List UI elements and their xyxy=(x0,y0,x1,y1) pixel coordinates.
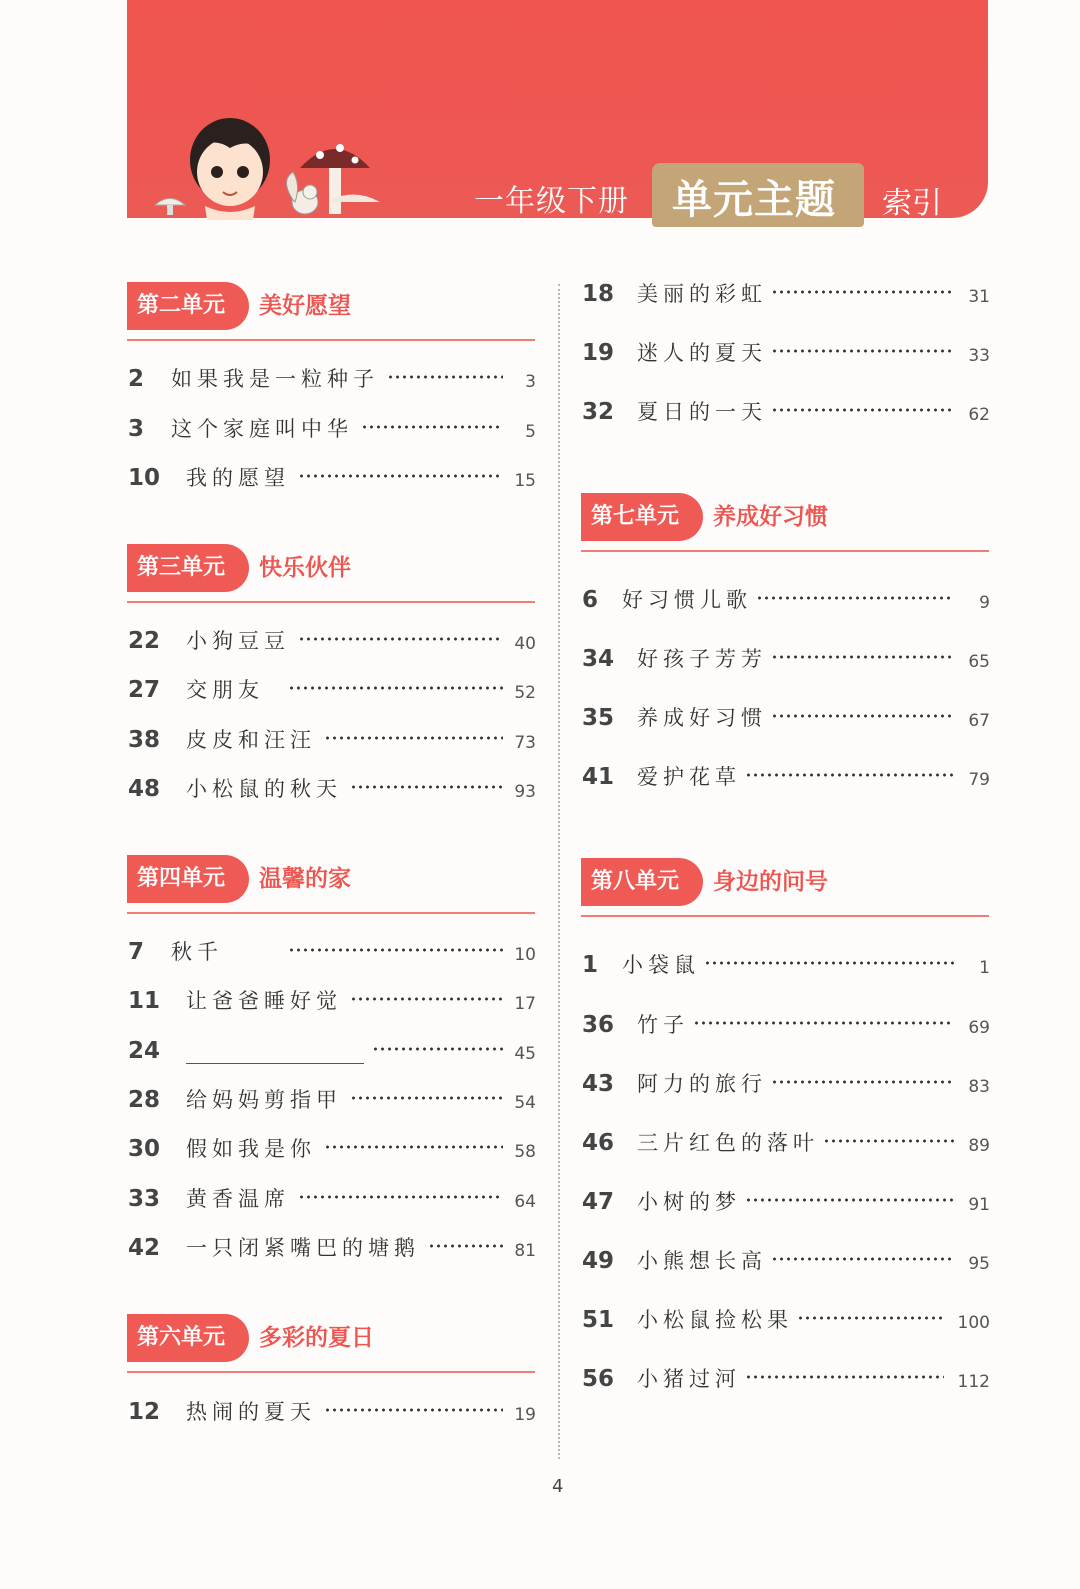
page-ref: 15 xyxy=(514,471,536,491)
leader-dots xyxy=(771,1256,954,1262)
lesson-row[interactable] xyxy=(582,1364,990,1394)
lesson-number: 46 xyxy=(582,1130,615,1156)
page-ref: 54 xyxy=(514,1093,536,1113)
lesson-row[interactable] xyxy=(128,675,536,705)
page-ref: 67 xyxy=(968,711,990,731)
lesson-row[interactable] xyxy=(582,1187,990,1217)
page-ref: 45 xyxy=(514,1044,536,1064)
lesson-number: 36 xyxy=(582,1012,615,1038)
lesson-row[interactable] xyxy=(582,585,990,615)
lesson-number: 30 xyxy=(128,1136,161,1162)
page-ref: 64 xyxy=(514,1192,536,1212)
leader-dots xyxy=(350,784,503,790)
lesson-title: 小狗豆豆 xyxy=(186,629,290,653)
page-ref: 10 xyxy=(514,945,536,965)
leader-dots xyxy=(387,374,503,380)
unit-theme: 身边的问号 xyxy=(713,869,828,895)
unit-theme: 温馨的家 xyxy=(259,866,351,892)
leader-dots xyxy=(324,1144,503,1150)
lesson-number: 22 xyxy=(128,628,161,654)
lesson-row[interactable] xyxy=(582,644,990,674)
page-ref: 5 xyxy=(525,422,536,442)
lesson-number: 7 xyxy=(128,939,145,965)
unit-underline xyxy=(127,1371,535,1373)
leader-dots xyxy=(745,1197,954,1203)
leader-dots xyxy=(745,1374,944,1380)
lesson-title: 三片红色的落叶 xyxy=(637,1131,819,1155)
lesson-title: 竹子 xyxy=(637,1013,689,1037)
lesson-number: 24 xyxy=(128,1038,161,1064)
leader-dots xyxy=(350,996,503,1002)
page-ref: 93 xyxy=(514,782,536,802)
lesson-number: 56 xyxy=(582,1366,615,1392)
unit-underline xyxy=(581,550,989,552)
page-ref: 89 xyxy=(968,1136,990,1156)
lesson-title: 给妈妈剪指甲 xyxy=(186,1088,342,1112)
unit-head xyxy=(581,493,991,541)
page-ref: 9 xyxy=(979,593,990,613)
unit-head xyxy=(127,282,537,330)
lesson-number: 6 xyxy=(582,587,599,613)
lesson-number: 48 xyxy=(128,776,161,802)
unit-label-badge: 第四单元 xyxy=(127,855,249,903)
lesson-number: 10 xyxy=(128,465,161,491)
leader-dots xyxy=(771,348,954,354)
leader-dots xyxy=(324,735,503,741)
page-ref: 52 xyxy=(514,683,536,703)
page-ref: 40 xyxy=(514,634,536,654)
lesson-title: 阿力的旅行 xyxy=(637,1072,767,1096)
lesson-number: 41 xyxy=(582,764,615,790)
unit-header xyxy=(127,544,537,604)
lesson-number: 47 xyxy=(582,1189,615,1215)
page-ref: 65 xyxy=(968,652,990,672)
lesson-number: 42 xyxy=(128,1235,161,1261)
leader-dots xyxy=(771,289,954,295)
unit-header xyxy=(127,855,537,915)
grade-label: 一年级下册 xyxy=(474,184,629,219)
lesson-title: 秋千 xyxy=(171,940,223,964)
lesson-number: 2 xyxy=(128,366,145,392)
lesson-title: 小猪过河 xyxy=(637,1367,741,1391)
lesson-title: 好习惯儿歌 xyxy=(622,588,752,612)
lesson-row[interactable] xyxy=(128,1184,536,1214)
lesson-title: 好孩子芳芳 xyxy=(637,647,767,671)
page-title: 单元主题 xyxy=(672,177,836,223)
lesson-title: 夏日的一天 xyxy=(637,400,767,424)
lesson-row[interactable] xyxy=(128,626,536,656)
lesson-row[interactable] xyxy=(582,1246,990,1276)
lesson-row[interactable] xyxy=(128,364,536,394)
unit-theme: 养成好习惯 xyxy=(713,504,828,530)
unit-label-badge: 第八单元 xyxy=(581,858,703,906)
lesson-row[interactable] xyxy=(582,1305,990,1335)
unit-theme: 多彩的夏日 xyxy=(259,1325,374,1351)
page-ref: 3 xyxy=(525,372,536,392)
lesson-number: 28 xyxy=(128,1087,161,1113)
lesson-number: 1 xyxy=(582,952,599,978)
lesson-title: 迷人的夏天 xyxy=(637,341,767,365)
page-ref: 83 xyxy=(968,1077,990,1097)
leader-dots xyxy=(756,595,954,601)
blank-title-line xyxy=(186,1063,364,1064)
boy-illustration-icon xyxy=(190,118,270,220)
page-ref: 69 xyxy=(968,1018,990,1038)
lesson-title: 养成好习惯 xyxy=(637,706,767,730)
page-ref: 62 xyxy=(968,405,990,425)
lesson-row[interactable] xyxy=(582,1069,990,1099)
lesson-title: 皮皮和汪汪 xyxy=(186,728,316,752)
page-ref: 31 xyxy=(968,287,990,307)
leader-dots xyxy=(298,636,503,642)
lesson-row[interactable] xyxy=(128,1085,536,1115)
lesson-row[interactable] xyxy=(582,279,990,309)
page-ref: 73 xyxy=(514,733,536,753)
leader-dots xyxy=(361,424,503,430)
lesson-title: 这个家庭叫中华 xyxy=(171,417,353,441)
leader-dots xyxy=(771,1079,954,1085)
leader-dots xyxy=(771,713,954,719)
unit-theme: 快乐伙伴 xyxy=(259,555,351,581)
unit-header xyxy=(127,1314,537,1374)
leader-dots xyxy=(745,772,954,778)
leader-dots xyxy=(704,960,954,966)
unit-head xyxy=(127,1314,537,1362)
unit-head xyxy=(127,544,537,592)
lesson-row[interactable] xyxy=(128,725,536,755)
lesson-title: 小树的梦 xyxy=(637,1190,741,1214)
leader-dots xyxy=(324,1407,503,1413)
unit-label-badge: 第二单元 xyxy=(127,282,249,330)
leader-dots xyxy=(288,685,503,691)
lesson-number: 18 xyxy=(582,281,615,307)
lesson-title: 假如我是你 xyxy=(186,1137,316,1161)
unit-head xyxy=(127,855,537,903)
leader-dots xyxy=(823,1138,954,1144)
lesson-number: 33 xyxy=(128,1186,161,1212)
lesson-title: 热闹的夏天 xyxy=(186,1400,316,1424)
page-ref: 79 xyxy=(968,770,990,790)
leader-dots xyxy=(428,1243,503,1249)
leader-dots xyxy=(797,1315,944,1321)
boy-mushroom-squirrel-illustration-icon xyxy=(135,110,395,220)
page-ref: 33 xyxy=(968,346,990,366)
lesson-title: 爱护花草 xyxy=(637,765,741,789)
lesson-title: 一只闭紧嘴巴的塘鹅 xyxy=(186,1236,420,1260)
page-ref: 100 xyxy=(957,1313,990,1333)
lesson-number: 38 xyxy=(128,727,161,753)
unit-head xyxy=(581,858,991,906)
leader-dots xyxy=(298,1194,503,1200)
lesson-row[interactable] xyxy=(128,1134,536,1164)
unit-underline xyxy=(127,912,535,914)
lesson-title: 我的愿望 xyxy=(186,466,290,490)
lesson-number: 35 xyxy=(582,705,615,731)
lesson-number: 12 xyxy=(128,1399,161,1425)
leader-dots xyxy=(298,473,503,479)
unit-header xyxy=(127,282,537,342)
lesson-row[interactable] xyxy=(128,1036,536,1066)
lesson-title: 小袋鼠 xyxy=(622,953,700,977)
lesson-row[interactable] xyxy=(128,1233,536,1263)
lesson-title: 小松鼠捡松果 xyxy=(637,1308,793,1332)
lesson-row[interactable] xyxy=(128,986,536,1016)
lesson-title: 如果我是一粒种子 xyxy=(171,367,379,391)
leader-dots xyxy=(693,1020,954,1026)
lesson-row[interactable] xyxy=(128,414,536,444)
lesson-number: 49 xyxy=(582,1248,615,1274)
lesson-row[interactable] xyxy=(128,1397,536,1427)
lesson-title: 让爸爸睡好觉 xyxy=(186,989,342,1013)
squirrel-icon xyxy=(287,172,319,214)
page-ref: 58 xyxy=(514,1142,536,1162)
lesson-title: 黄香温席 xyxy=(186,1187,290,1211)
lesson-number: 3 xyxy=(128,416,145,442)
leader-dots xyxy=(771,407,954,413)
unit-label-badge: 第三单元 xyxy=(127,544,249,592)
leader-dots xyxy=(771,654,954,660)
page-ref: 112 xyxy=(957,1372,990,1392)
lesson-title: 小松鼠的秋天 xyxy=(186,777,342,801)
unit-header xyxy=(581,493,991,553)
lesson-number: 34 xyxy=(582,646,615,672)
unit-underline xyxy=(127,601,535,603)
page-ref: 95 xyxy=(968,1254,990,1274)
lesson-row[interactable] xyxy=(582,762,990,792)
unit-theme: 美好愿望 xyxy=(259,293,351,319)
unit-label-badge: 第七单元 xyxy=(581,493,703,541)
unit-header xyxy=(581,858,991,918)
lesson-number: 43 xyxy=(582,1071,615,1097)
lesson-title: 交朋友 xyxy=(186,678,264,702)
lesson-title: 小熊想长高 xyxy=(637,1249,767,1273)
lesson-number: 51 xyxy=(582,1307,615,1333)
lesson-row[interactable] xyxy=(582,1128,990,1158)
column-divider xyxy=(558,284,560,1459)
page-ref: 17 xyxy=(514,994,536,1014)
lesson-row[interactable] xyxy=(582,338,990,368)
unit-underline xyxy=(581,915,989,917)
page-ref: 91 xyxy=(968,1195,990,1215)
leader-dots xyxy=(350,1095,503,1101)
lesson-row[interactable] xyxy=(582,703,990,733)
unit-underline xyxy=(127,339,535,341)
unit-label-badge: 第六单元 xyxy=(127,1314,249,1362)
leader-dots xyxy=(288,947,503,953)
lesson-row[interactable] xyxy=(582,1010,990,1040)
lesson-number: 11 xyxy=(128,988,161,1014)
index-label: 索引 xyxy=(882,186,942,221)
page-ref: 19 xyxy=(514,1405,536,1425)
lesson-row[interactable] xyxy=(128,937,536,967)
page-ref: 1 xyxy=(979,958,990,978)
leader-dots xyxy=(372,1046,503,1052)
lesson-number: 19 xyxy=(582,340,615,366)
lesson-number: 27 xyxy=(128,677,161,703)
lesson-row[interactable] xyxy=(128,463,536,493)
lesson-row[interactable] xyxy=(128,774,536,804)
lesson-number: 32 xyxy=(582,399,615,425)
lesson-row[interactable] xyxy=(582,950,990,980)
page-ref: 81 xyxy=(514,1241,536,1261)
lesson-row[interactable] xyxy=(582,397,990,427)
page-number: 4 xyxy=(552,1476,564,1497)
lesson-title: 美丽的彩虹 xyxy=(637,282,767,306)
